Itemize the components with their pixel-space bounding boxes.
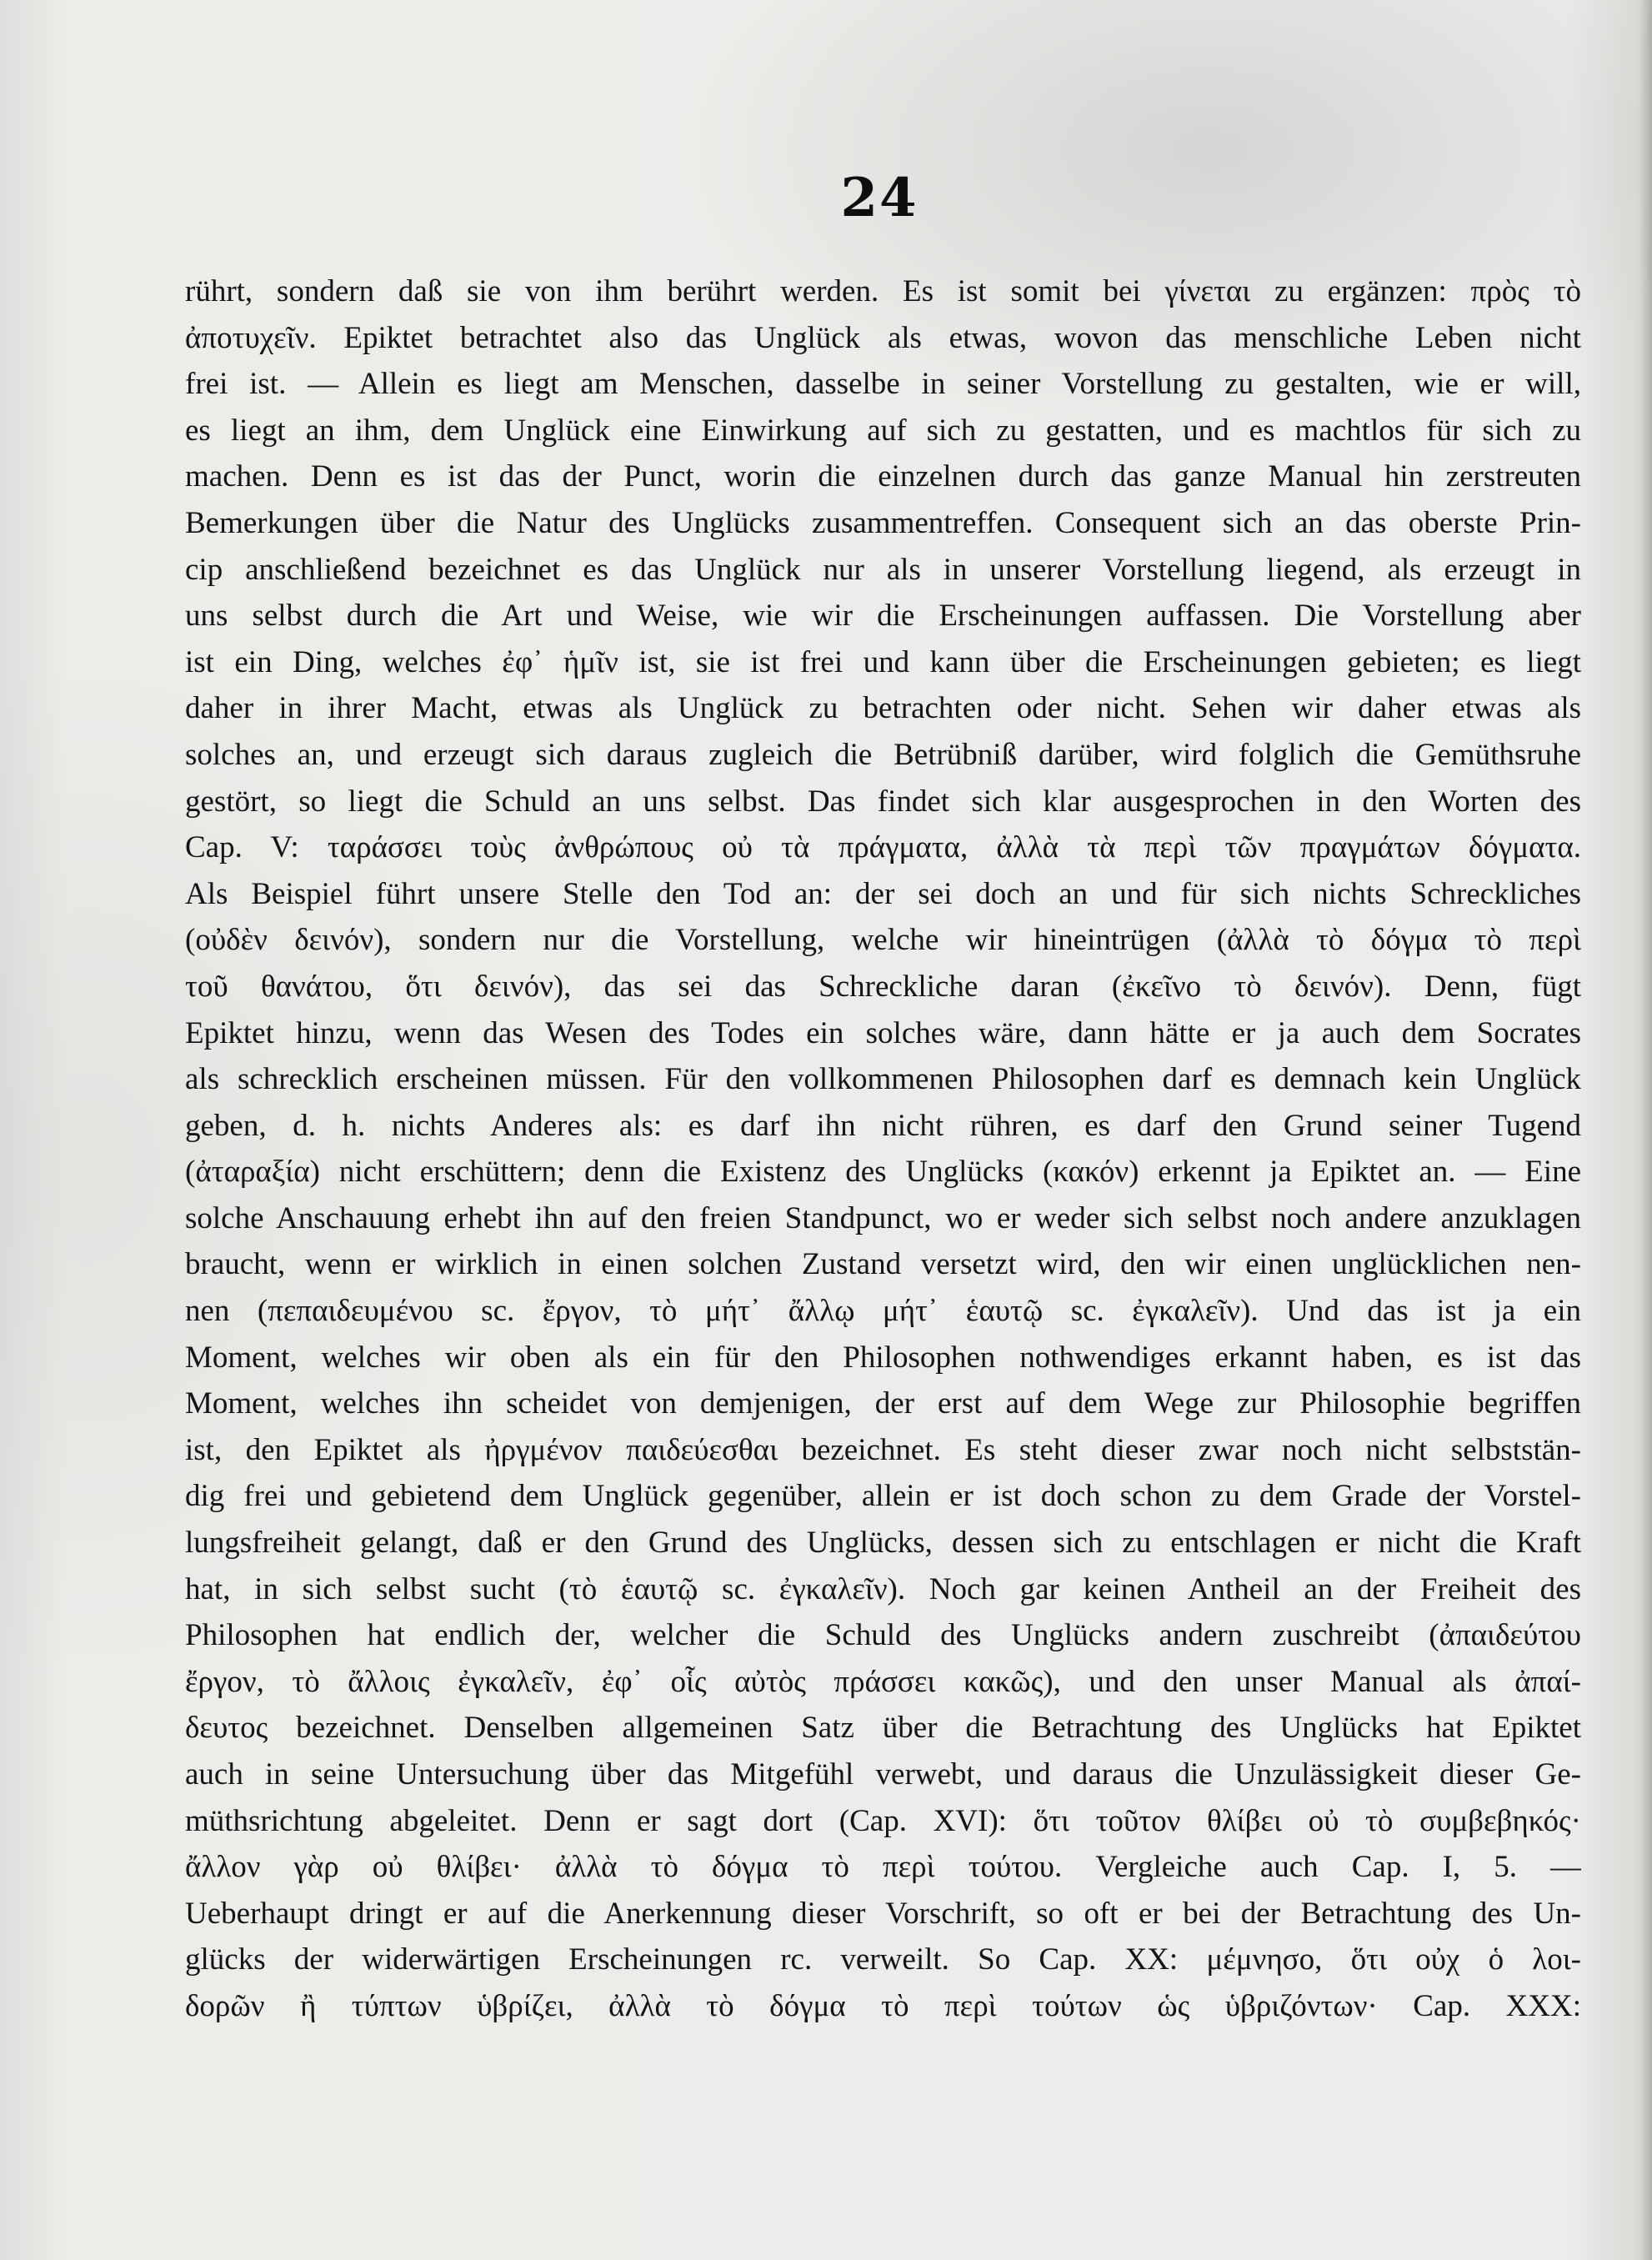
text-line: müthsrichtung abgeleitet. Denn er sagt dort (Cap. XVI): ὅτι τοῦτον θλίβει οὐ τὸ συμβεβηκός· bbox=[185, 1803, 1581, 1838]
text-line: (ἀταραξία) nicht erschüttern; denn die Existenz des Unglücks (κακόν) erkennt ja Epiktet an. — Eine bbox=[185, 1155, 1581, 1190]
text-line: ἔργον, τὸ ἄλλοις ἐγκαλεῖν, ἐφ᾽ οἷς αὐτὸς πράσσει κακῶς), und den unser Manual als ἀπαί- bbox=[185, 1664, 1581, 1699]
text-line: (οὐδὲν δεινόν), sondern nur die Vorstellung, welche wir hineintrügen (ἀλλὰ τὸ δόγμα τὸ περὶ bbox=[185, 923, 1581, 958]
text-line: Epiktet hinzu, wenn das Wesen des Todes ein solches wäre, dann hätte er ja auch dem Socrates bbox=[185, 1015, 1581, 1050]
text-line: hat, in sich selbst sucht (τὸ ἑαυτῷ sc. ἐγκαλεῖν). Noch gar keinen Antheil an der Freiheit des bbox=[185, 1571, 1581, 1606]
text-line: ist ein Ding, welches ἐφ᾽ ἡμῖν ist, sie ist frei und kann über die Erscheinungen gebieten; es liegt bbox=[185, 644, 1581, 679]
text-line: Philosophen hat endlich der, welcher die Schuld des Unglücks andern zuschreibt (ἀπαιδεύτου bbox=[185, 1618, 1581, 1653]
text-line: cip anschließend bezeichnet es das Unglück nur als in unserer Vorstellung liegend, als erzeugt in bbox=[185, 552, 1581, 587]
text-line: nen (πεπαιδευμένου sc. ἔργον, τὸ μήτ᾽ ἄλλῳ μήτ᾽ ἑαυτῷ sc. ἐγκαλεῖν). Und das ist ja ein bbox=[185, 1294, 1581, 1329]
text-line: geben, d. h. nichts Anderes als: es darf ihn nicht rühren, es darf den Grund seiner Tugend bbox=[185, 1108, 1581, 1143]
text-line: rührt, sondern daß sie von ihm berührt werden. Es ist somit bei γίνεται zu ergänzen: πρὸς τὸ bbox=[185, 274, 1581, 308]
text-line: gestört, so liegt die Schuld an uns selbst. Das findet sich klar ausgesprochen in den Worten des bbox=[185, 784, 1581, 819]
text-line: Moment, welches wir oben als ein für den Philosophen nothwendiges erkannt haben, es ist das bbox=[185, 1340, 1581, 1375]
text-line: ἄλλον γὰρ οὐ θλίβει· ἀλλὰ τὸ δόγμα τὸ περὶ τούτου. Vergleiche auch Cap. I, 5. — bbox=[185, 1850, 1581, 1885]
text-line: Als Beispiel führt unsere Stelle den Tod an: der sei doch an und für sich nichts Schreckliches bbox=[185, 876, 1581, 911]
text-line: es liegt an ihm, dem Unglück eine Einwirkung auf sich zu gestatten, und es machtlos für sich zu bbox=[185, 413, 1581, 448]
text-line: uns selbst durch die Art und Weise, wie wir die Erscheinungen auffassen. Die Vorstellung aber bbox=[185, 599, 1581, 634]
text-line: daher in ihrer Macht, etwas als Unglück zu betrachten oder nicht. Sehen wir daher etwas als bbox=[185, 691, 1581, 726]
text-line: machen. Denn es ist das der Punct, worin die einzelnen durch das ganze Manual hin zerstreuten bbox=[185, 459, 1581, 494]
text-line: δορῶν ἢ τύπτων ὑβρίζει, ἀλλὰ τὸ δόγμα τὸ περὶ τούτων ὡς ὑβριζόντων· Cap. XXX: bbox=[185, 1988, 1581, 2023]
text-line: Moment, welches ihn scheidet von demjenigen, der erst auf dem Wege zur Philosophie begriffen bbox=[185, 1386, 1581, 1421]
text-line: solche Anschauung erhebt ihn auf den freien Standpunct, wo er weder sich selbst noch andere anzuklagen bbox=[185, 1200, 1581, 1235]
text-line: auch in seine Untersuchung über das Mitgefühl verwebt, und daraus die Unzulässigkeit dieser Ge- bbox=[185, 1757, 1581, 1791]
page-number: 24 bbox=[840, 167, 919, 229]
text-line: τοῦ θανάτου, ὅτι δεινόν), das sei das Schreckliche daran (ἐκεῖνο τὸ δεινόν). Denn, fügt bbox=[185, 969, 1581, 1004]
text-line: lungsfreiheit gelangt, daß er den Grund des Unglücks, dessen sich zu entschlagen er nicht die Kraft bbox=[185, 1526, 1581, 1561]
text-line: frei ist. — Allein es liegt am Menschen, dasselbe in seiner Vorstellung zu gestalten, wie er will, bbox=[185, 367, 1581, 402]
text-line: glücks der widerwärtigen Erscheinungen rc. verweilt. So Cap. XX: μέμνησο, ὅτι οὐχ ὁ λοι- bbox=[185, 1942, 1581, 1977]
text-line: solches an, und erzeugt sich daraus zugleich die Betrübniß darüber, wird folglich die Gemüthsruhe bbox=[185, 737, 1581, 772]
text-line: Ueberhaupt dringt er auf die Anerkennung dieser Vorschrift, so oft er bei der Betrachtung des Un- bbox=[185, 1896, 1581, 1931]
text-line: Cap. V: ταράσσει τοὺς ἀνθρώπους οὐ τὰ πράγματα, ἀλλὰ τὰ περὶ τῶν πραγμάτων δόγματα. bbox=[185, 830, 1581, 865]
page-edge-shadow bbox=[1639, 0, 1652, 2260]
text-line: Bemerkungen über die Natur des Unglücks zusammentreffen. Consequent sich an das oberste Prin- bbox=[185, 505, 1581, 540]
text-line: braucht, wenn er wirklich in einen solchen Zustand versetzt wird, den wir einen unglücklichen nen- bbox=[185, 1247, 1581, 1282]
text-line: ἀποτυχεῖν. Epiktet betrachtet also das Unglück als etwas, wovon das menschliche Leben nicht bbox=[185, 320, 1581, 355]
text-line: ist, den Epiktet als ἠργμένον παιδεύεσθαι bezeichnet. Es steht dieser zwar noch nicht selbststän- bbox=[185, 1432, 1581, 1467]
text-line: als schrecklich erscheinen müssen. Für den vollkommenen Philosophen darf es demnach kein Unglück bbox=[185, 1062, 1581, 1097]
text-line: δευτος bezeichnet. Denselben allgemeinen Satz über die Betrachtung des Unglücks hat Epiktet bbox=[185, 1711, 1581, 1746]
text-line: dig frei und gebietend dem Unglück gegenüber, allein er ist doch schon zu dem Grade der Vorstel- bbox=[185, 1479, 1581, 1514]
body-text bbox=[185, 268, 1581, 2030]
